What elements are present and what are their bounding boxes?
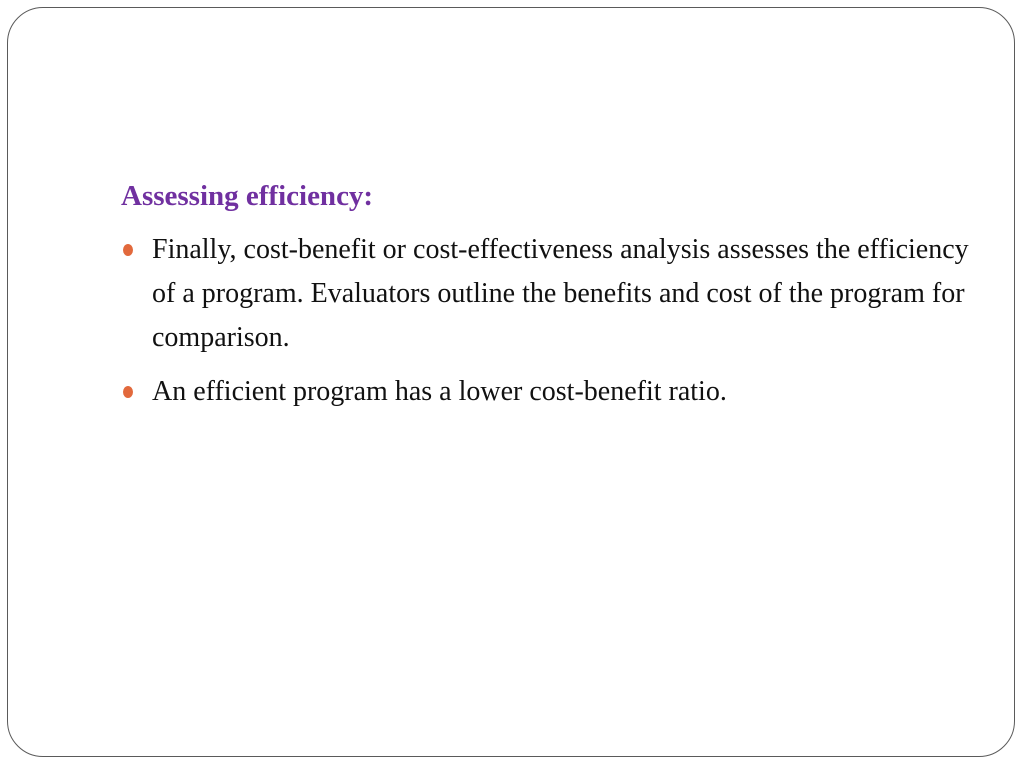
- bullet-dot-icon: [123, 244, 133, 256]
- bullet-dot-icon: [123, 386, 133, 398]
- bullet-item: [121, 228, 981, 360]
- bullet-item: [121, 370, 981, 414]
- slide-content: [121, 176, 981, 424]
- bullet-text: Finally, cost-benefit or cost-effectiveness analysis assesses the efficiency of a program. Evaluators outline the benefits and cost of the program for comparison.: [152, 234, 969, 353]
- slide-heading: Assessing efficiency:: [121, 180, 374, 212]
- slide-frame: [7, 7, 1015, 757]
- bullet-list: [121, 228, 981, 414]
- bullet-text: An efficient program has a lower cost-benefit ratio.: [152, 376, 727, 407]
